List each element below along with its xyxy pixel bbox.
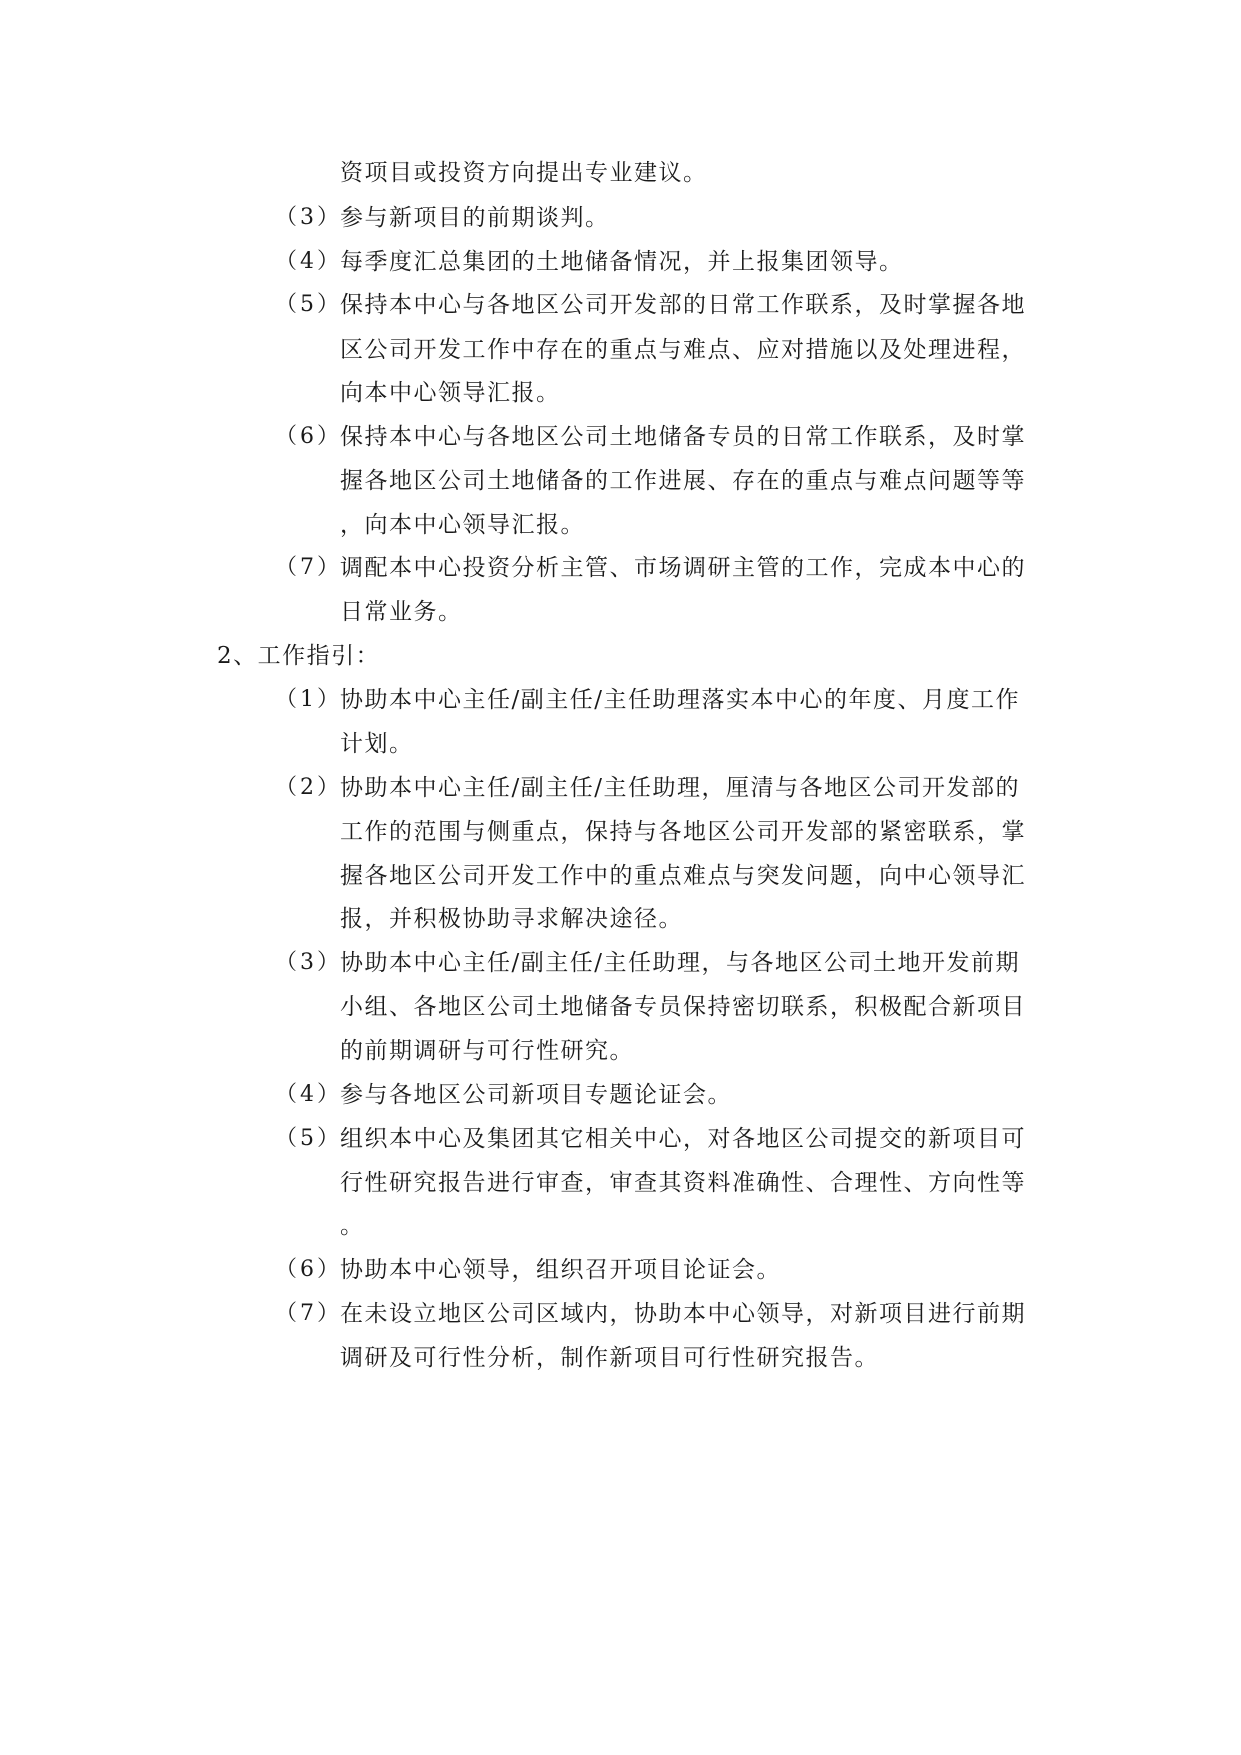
paragraph-line: 参与各地区公司新项目专题论证会。 bbox=[340, 1082, 732, 1108]
paragraph-line: 调研及可行性分析，制作新项目可行性研究报告。 bbox=[340, 1345, 879, 1371]
paragraph-line: 协助本中心主任/副主任/主任助理，厘清与各地区公司开发部的 bbox=[340, 775, 1020, 801]
item-number: （4） bbox=[275, 249, 342, 274]
paragraph-line: 调配本中心投资分析主管、市场调研主管的工作，完成本中心的 bbox=[340, 555, 1026, 581]
paragraph-line: 向本中心领导汇报。 bbox=[340, 380, 561, 406]
item-number: （6） bbox=[275, 1257, 342, 1282]
item-number: （4） bbox=[275, 1082, 342, 1107]
item-number: （2） bbox=[275, 775, 342, 800]
paragraph-line: 日常业务。 bbox=[340, 599, 463, 625]
paragraph-line: 协助本中心主任/副主任/主任助理落实本中心的年度、月度工作 bbox=[340, 687, 1020, 713]
paragraph-line: 握各地区公司开发工作中的重点难点与突发问题，向中心领导汇 bbox=[340, 863, 1026, 889]
item-number: （5） bbox=[275, 292, 342, 317]
paragraph-line: 区公司开发工作中存在的重点与难点、应对措施以及处理进程， bbox=[340, 337, 1026, 363]
item-number: （7） bbox=[275, 1301, 342, 1326]
paragraph-line: 在未设立地区公司区域内，协助本中心领导，对新项目进行前期 bbox=[340, 1301, 1026, 1327]
paragraph-line: 计划。 bbox=[340, 731, 414, 757]
paragraph-line: 行性研究报告进行审查，审查其资料准确性、合理性、方向性等 bbox=[340, 1170, 1026, 1196]
item-number: （3） bbox=[275, 205, 342, 230]
item-number: （7） bbox=[275, 555, 342, 580]
paragraph-line: 小组、各地区公司土地储备专员保持密切联系，积极配合新项目 bbox=[340, 994, 1026, 1020]
paragraph-line: 保持本中心与各地区公司土地储备专员的日常工作联系，及时掌 bbox=[340, 424, 1026, 450]
paragraph-line: 报，并积极协助寻求解决途径。 bbox=[340, 906, 683, 932]
paragraph-line: 参与新项目的前期谈判。 bbox=[340, 205, 610, 231]
paragraph-line: 保持本中心与各地区公司开发部的日常工作联系，及时掌握各地 bbox=[340, 292, 1026, 318]
paragraph-line: 资项目或投资方向提出专业建议。 bbox=[340, 160, 708, 186]
paragraph-line: 协助本中心领导，组织召开项目论证会。 bbox=[340, 1257, 781, 1283]
paragraph-line: 工作的范围与侧重点，保持与各地区公司开发部的紧密联系，掌 bbox=[340, 819, 1026, 845]
item-number: （6） bbox=[275, 424, 342, 449]
item-number: （5） bbox=[275, 1126, 342, 1151]
paragraph-line: 的前期调研与可行性研究。 bbox=[340, 1038, 634, 1064]
item-number: （3） bbox=[275, 950, 342, 975]
paragraph-line: 协助本中心主任/副主任/主任助理，与各地区公司土地开发前期 bbox=[340, 950, 1020, 976]
item-number: （1） bbox=[275, 687, 342, 712]
paragraph-line: 组织本中心及集团其它相关中心，对各地区公司提交的新项目可 bbox=[340, 1126, 1026, 1152]
paragraph-line: 每季度汇总集团的土地储备情况，并上报集团领导。 bbox=[340, 249, 904, 275]
paragraph-line: ，向本中心领导汇报。 bbox=[340, 512, 585, 538]
paragraph-line: 握各地区公司土地储备的工作进展、存在的重点与难点问题等等 bbox=[340, 468, 1026, 494]
section-heading: 2、工作指引： bbox=[217, 643, 381, 669]
paragraph-line: 。 bbox=[340, 1213, 365, 1239]
